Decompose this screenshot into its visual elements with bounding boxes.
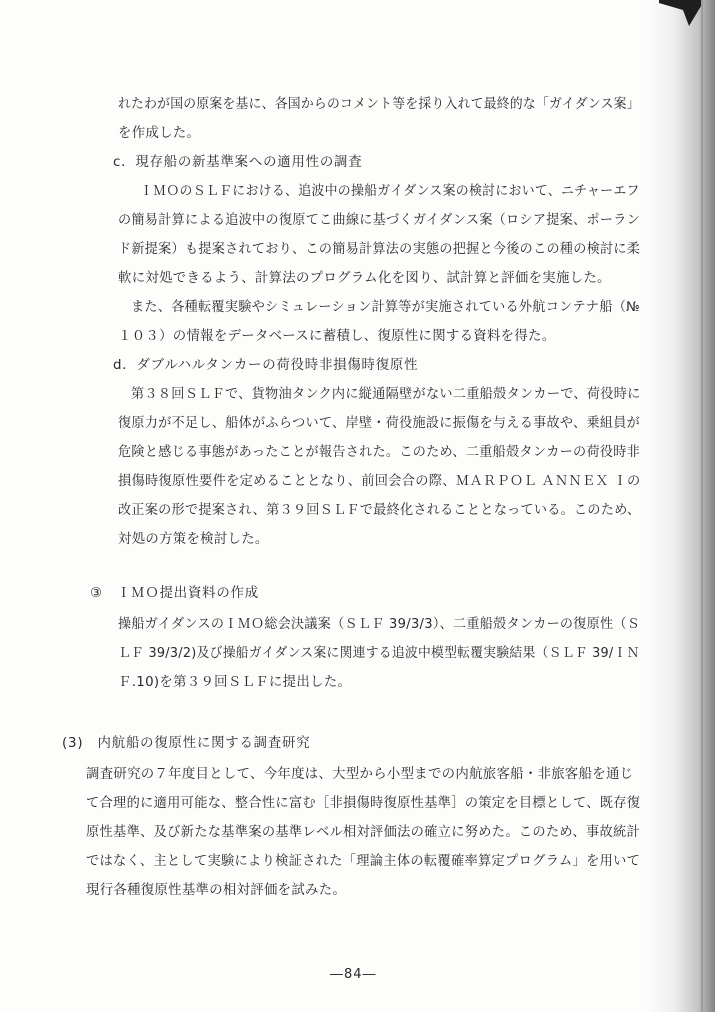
text-line-13: 危険と感じる事態があったことが報告された。このため、二重船殻タンカーの荷役時非 xyxy=(118,445,641,460)
text-line-24: 原性基準、及び新たな基準案の基準レベル相対評価法の確立に努めた。このため、事故統計 xyxy=(86,825,641,840)
corner-scan-mark xyxy=(659,0,701,26)
text-line-22: 調査研究の７年度目として、今年度は、大型から小型までの内航旅客船・非旅客船を通じ xyxy=(86,767,634,782)
text-line-4: ＩＭＯのＳＬＦにおける、追波中の操船ガイダンス案の検討において、ニチャーエフ xyxy=(140,184,640,199)
section-heading-(3): (3) 内航船の復原性に関する調査研究 xyxy=(62,736,311,751)
binding-shadow xyxy=(647,0,715,1012)
text-line-14: 損傷時復原性要件を定めることとなり、前回会合の際、ＭＡＲＰＯＬ ＡＮＮＥＸ Ｉの xyxy=(118,474,641,489)
text-line-26: 現行各種復原性基準の相対評価を試みた。 xyxy=(86,883,347,898)
text-line-25: ではなく、主として実験により検証された「理論主体の転覆確率算定プログラム」を用いて xyxy=(86,854,641,869)
subheading-d: d．ダブルハルタンカーの荷役時非損傷時復原性 xyxy=(113,358,419,373)
text-line-7: 軟に対処できるよう、計算法のプログラム化を図り、試計算と評価を実施した。 xyxy=(118,271,611,286)
text-line-8: また、各種転覆実験やシミュレーション計算等が実施されている外航コンテナ船（№ xyxy=(131,300,641,315)
binding-edge xyxy=(701,0,703,1012)
text-line-12: 復原力が不足し、船体がふらついて、岸壁・荷役施設に振傷を与える事故や、乗組員が xyxy=(118,416,641,431)
text-line-16: 対処の方策を検討した。 xyxy=(118,532,269,547)
text-line-6: ド新提案）も提案されており、この簡易計算法の実態の把握と今後のこの種の検討に柔 xyxy=(118,242,641,257)
text-line-20: Ｆ.10)を第３９回ＳＬＦに提出した。 xyxy=(118,675,352,690)
text-line-18: 操船ガイダンスのＩＭＯ総会決議案（ＳＬＦ 39/3/3）、二重船殻タンカーの復原性（Ｓ xyxy=(118,617,641,632)
section-heading-3: ③ ＩＭＯ提出資料の作成 xyxy=(90,586,259,601)
text-line-5: の簡易計算による追波中の復原てこ曲線に基づくガイダンス案（ロシア提案、ポーラン xyxy=(118,213,641,228)
text-line-15: 改正案の形で提案され、第３９回ＳＬＦで最終化されることとなっている。このため、 xyxy=(118,503,641,518)
page-number: ―84― xyxy=(330,967,377,982)
text-line-1: れたわが国の原案を基に、各国からのコメント等を採り入れて最終的な「ガイダンス案」 xyxy=(118,97,640,112)
text-line-11: 第３８回ＳＬＦで、貨物油タンク内に縦通隔壁がない二重船殻タンカーで、荷役時に xyxy=(131,387,641,402)
subheading-c: c．現存船の新基準案への適用性の調査 xyxy=(113,155,363,170)
text-line-2: を作成した。 xyxy=(118,126,201,141)
text-line-19: ＬＦ 39/3/2)及び操船ガイダンス案に関連する追波中模型転覆実験結果（ＳＬＦ 39/ＩＮ xyxy=(118,646,640,661)
text-line-9: １０３）の情報をデータベースに蓄積し、復原性に関する資料を得た。 xyxy=(118,329,556,344)
text-line-23: て合理的に適用可能な、整合性に富む［非損傷時復原性基準］の策定を目標として、既存復 xyxy=(86,796,641,811)
